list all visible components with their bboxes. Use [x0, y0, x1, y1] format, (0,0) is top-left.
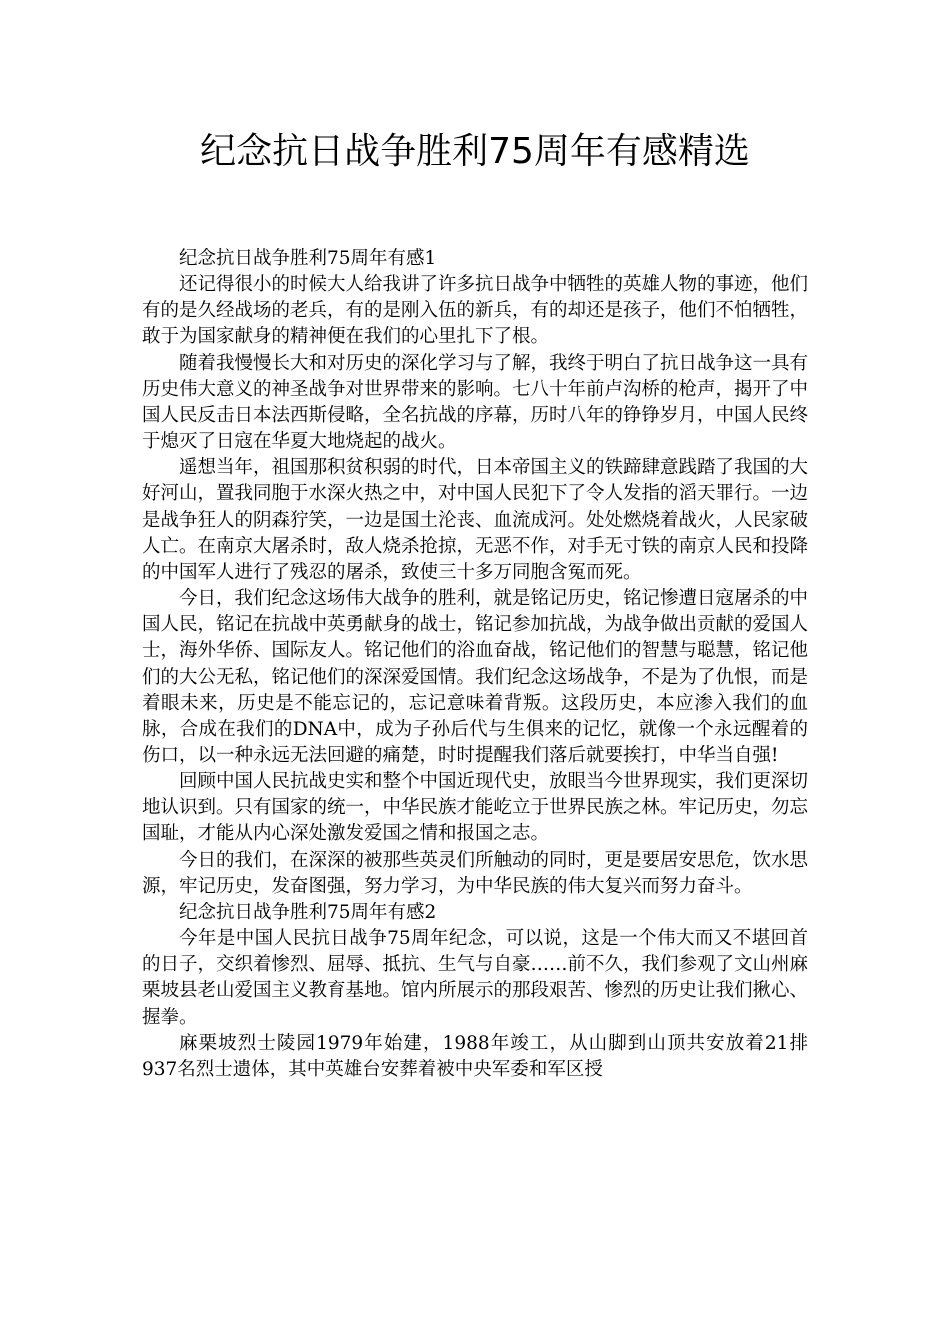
paragraph: 麻栗坡烈士陵园1979年始建，1988年竣工，从山脚到山顶共安放着21排937名烈士遗体，其中英雄台安葬着被中央军委和军区授	[142, 1032, 808, 1080]
document-body	[142, 246, 808, 1083]
paragraph: 回顾中国人民抗战史实和整个中国近现代史，放眼当今世界现实，我们更深切地认识到。只有国家的统一，中华民族才能屹立于世界民族之林。牢记历史，勿忘国耻，才能从内心深处激发爱国之情和报国之志。	[142, 771, 809, 845]
paragraph: 随着我慢慢长大和对历史的深化学习与了解，我终于明白了抗日战争这一具有历史伟大意义的神圣战争对世界带来的影响。七八十年前卢沟桥的枪声，揭开了中国人民反击日本法西斯侵略，全名抗战的序幕，历时八年的铮铮岁月，中国人民终于熄灭了日寇在华夏大地烧起的战火。	[142, 352, 809, 453]
paragraph: 还记得很小的时候大人给我讲了许多抗日战争中牺牲的英雄人物的事迹，他们有的是久经战场的老兵，有的是刚入伍的新兵，有的却还是孩子，他们不怕牺牲，敢于为国家献身的精神便在我们的心里扎下了根。	[142, 274, 809, 348]
paragraph: 今年是中国人民抗日战争75周年纪念，可以说，这是一个伟大而又不堪回首的日子，交织着惨烈、屈辱、抵抗、生气与自豪……前不久，我们参观了文山州麻栗坡县老山爱国主义教育基地。馆内所展示的那段艰苦、惨烈的历史让我们揪心、握拳。	[142, 928, 809, 1028]
paragraph: 遥想当年，祖国那积贫积弱的时代，日本帝国主义的铁蹄肆意践踏了我国的大好河山，置我同胞于水深火热之中，对中国人民犯下了令人发指的滔天罪行。一边是战争狂人的阴森狞笑，一边是国土沦丧、血流成河。处处燃烧着战火，人民家破人亡。在南京大屠杀时，敌人烧杀抢掠，无恶不作，对手无寸铁的南京人民和投降的中国军人进行了残忍的屠杀，致使三十多万同胞含冤而死。	[142, 457, 809, 583]
paragraph: 今日的我们，在深深的被那些英灵们所触动的同时，更是要居安思危，饮水思源，牢记历史，发奋图强，努力学习，为中华民族的伟大复兴而努力奋斗。	[142, 849, 809, 897]
section-heading-2: 纪念抗日战争胜利75周年有感2	[179, 901, 437, 923]
paragraph: 今日，我们纪念这场伟大战争的胜利，就是铭记历史，铭记惨遭日寇屠杀的中国人民，铭记在抗战中英勇献身的战士，铭记参加抗战，为战争做出贡献的爱国人士，海外华侨、国际友人。铭记他们的浴血奋战，铭记他们的智慧与聪慧，铭记他们的大公无私，铭记他们的深深爱国情。我们纪念这场战争，不是为了仇恨，而是着眼未来，历史是不能忘记的，忘记意味着背叛。这段历史，本应渗入我们的血脉，合成在我们的DNA中，成为子孙后代与生俱来的记忆，就像一个永远醒着的伤口，以一种永远无法回避的痛楚，时时提醒我们落后就要挨打，中华当自强!	[142, 588, 809, 766]
section-heading-1: 纪念抗日战争胜利75周年有感1	[179, 248, 437, 269]
document-title: 纪念抗日战争胜利75周年有感精选	[200, 131, 750, 172]
